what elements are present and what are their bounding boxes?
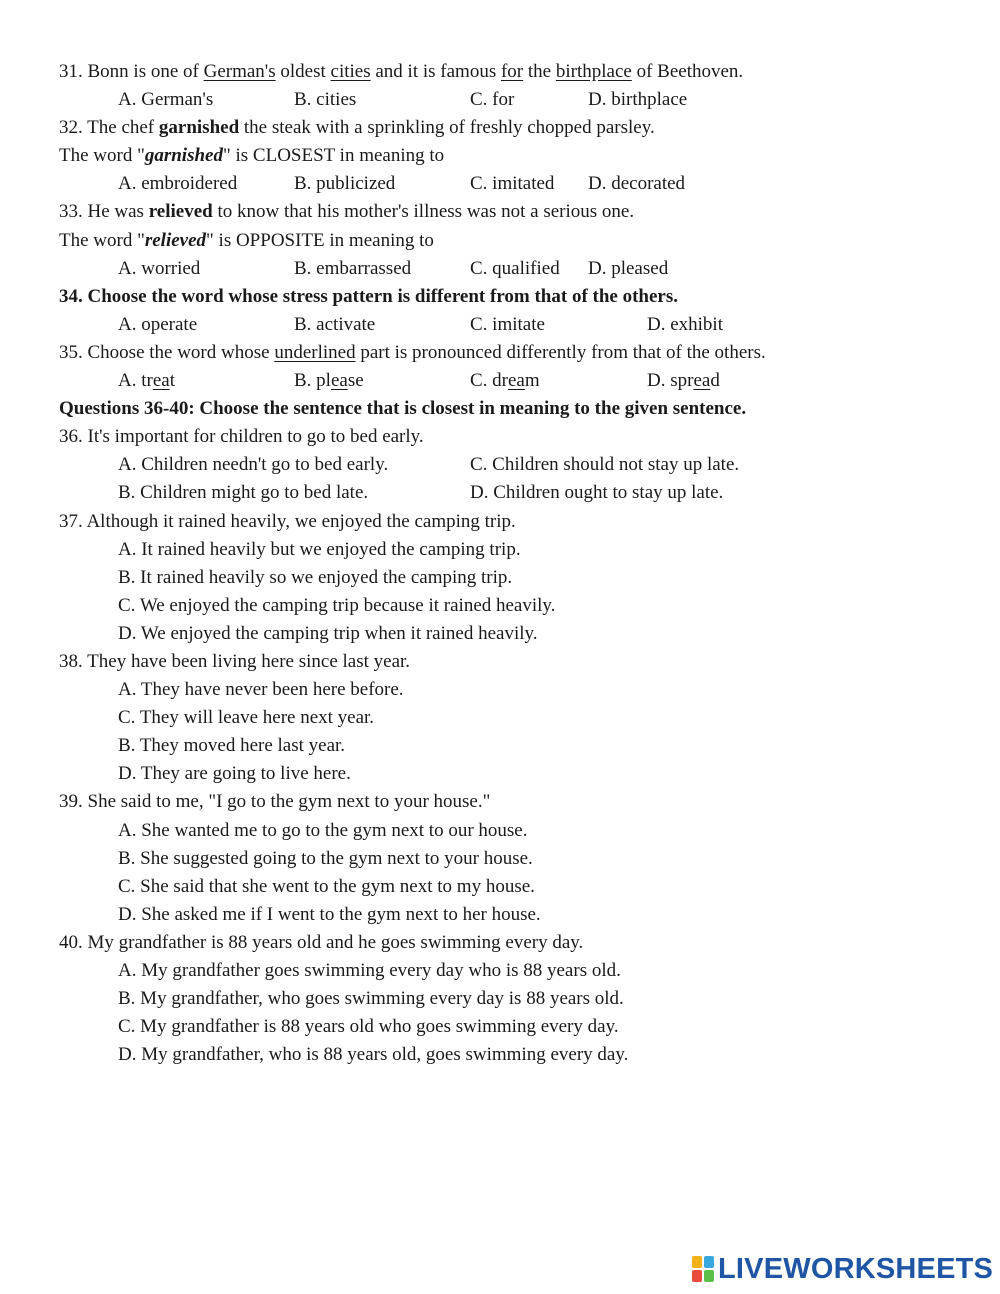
q38-option-c[interactable]: C. They will leave here next year. [118, 707, 375, 729]
q35-option-c-underlined: ea [508, 370, 525, 392]
q31-text: 31. Bonn is one of [59, 61, 204, 82]
q33-text: 33. He was [59, 201, 149, 223]
question-31 [59, 58, 959, 86]
q32-text: 32. The chef [59, 117, 159, 139]
q35-option-d-text: D. spr [647, 370, 694, 392]
q35-option-a-underlined: ea [152, 370, 170, 392]
q32-keyword: garnished [158, 117, 240, 139]
q35-option-b-underlined: ea [330, 370, 348, 392]
q33-prompt-text: The word " [59, 229, 145, 251]
worksheet [59, 58, 959, 1069]
q35-option-d[interactable] [647, 367, 720, 395]
q32-option-c[interactable]: C. imitated [470, 173, 555, 195]
q36-option-b[interactable]: B. Children might go to bed late. [118, 482, 369, 504]
q37-option-a[interactable]: A. It rained heavily but we enjoyed the camping trip. [118, 538, 521, 560]
q33-prompt [59, 227, 959, 255]
q31-underlined-4: birthplace [555, 61, 632, 82]
q31-text: the [523, 61, 556, 82]
q35-option-c-text: C. dr [470, 370, 508, 392]
q34-option-a[interactable]: A. operate [118, 313, 198, 335]
q35-option-b-text: se [347, 370, 364, 392]
q38-option-b[interactable]: B. They moved here last year. [118, 735, 346, 757]
q32-option-d[interactable]: D. decorated [588, 173, 686, 195]
q35-option-a-text: t [169, 370, 175, 392]
q40-option-d[interactable]: D. My grandfather, who is 88 years old, goes swimming every day. [118, 1044, 629, 1066]
q31-options [59, 86, 959, 114]
q32-prompt-text: " is CLOSEST in meaning to [222, 145, 445, 167]
q31-option-d[interactable]: D. birthplace [588, 89, 688, 111]
q35-text: part is pronounced differently from that of the others. [355, 341, 766, 363]
brand-name: LIVEWORKSHEETS [718, 1252, 994, 1285]
q37-option-d[interactable]: D. We enjoyed the camping trip when it rained heavily. [118, 622, 538, 644]
q33-text: to know that his mother's illness was not a serious one. [212, 201, 635, 223]
q34-option-b[interactable]: B. activate [294, 313, 376, 335]
q34-option-c[interactable]: C. imitate [470, 313, 545, 335]
logo-square-2 [704, 1256, 714, 1268]
q34-option-d[interactable]: D. exhibit [647, 313, 723, 335]
q33-prompt-text: " is OPPOSITE in meaning to [206, 229, 434, 251]
q37-option-c[interactable]: C. We enjoyed the camping trip because it rained heavily. [118, 594, 556, 616]
q32-prompt [59, 142, 959, 170]
q32-text: the steak with a sprinkling of freshly chopped parsley. [239, 117, 655, 139]
q32-option-b[interactable]: B. publicized [294, 173, 396, 195]
q35-underlined-word: underlined [274, 341, 356, 363]
q35-option-c[interactable] [470, 367, 540, 395]
question-40: 40. My grandfather is 88 years old and he goes swimming every day. [59, 931, 584, 953]
q35-option-d-underlined: ea [693, 370, 711, 392]
liveworksheets-logo [692, 1252, 993, 1286]
q35-option-c-text: m [524, 370, 540, 392]
q36-option-c[interactable]: C. Children should not stay up late. [470, 454, 740, 476]
q32-options [59, 170, 959, 198]
q34-options [59, 311, 959, 339]
q32-prompt-text: The word " [59, 145, 145, 167]
q36-option-a[interactable]: A. Children needn't go to bed early. [118, 454, 389, 476]
q31-text: oldest [275, 61, 331, 82]
logo-square-4 [704, 1270, 714, 1282]
q40-option-a[interactable]: A. My grandfather goes swimming every day who is 88 years old. [118, 960, 621, 981]
q39-option-b[interactable]: B. She suggested going to the gym next to your house. [118, 847, 533, 869]
q32-option-a[interactable]: A. embroidered [118, 173, 238, 195]
q31-option-a[interactable]: A. German's [118, 89, 214, 111]
q34-text: 34. Choose the word whose stress pattern is different from that of the others. [59, 285, 679, 307]
q35-option-b[interactable] [294, 367, 364, 395]
q33-option-b[interactable]: B. embarrassed [294, 257, 412, 279]
q31-option-b[interactable]: B. cities [294, 89, 357, 111]
q33-options [59, 255, 959, 283]
section-header [59, 395, 959, 423]
q36-options-row-1 [59, 451, 959, 479]
q40-option-c[interactable]: C. My grandfather is 88 years old who goes swimming every day. [118, 1016, 619, 1038]
question-39: 39. She said to me, "I go to the gym next to your house." [59, 791, 491, 813]
question-34 [59, 283, 959, 311]
q35-options [59, 367, 959, 395]
question-33 [59, 198, 959, 226]
q36-options-row-2 [59, 479, 959, 507]
q32-prompt-keyword: garnished [144, 145, 223, 167]
q33-option-d[interactable]: D. pleased [588, 257, 669, 279]
q31-underlined-3: for [500, 61, 524, 82]
q36-option-d[interactable]: D. Children ought to stay up late. [470, 482, 724, 504]
q40-option-b[interactable]: B. My grandfather, who goes swimming every day is 88 years old. [118, 988, 624, 1010]
q35-option-a[interactable] [118, 367, 175, 395]
q31-option-c[interactable]: C. for [470, 89, 515, 111]
q38-option-d[interactable]: D. They are going to live here. [118, 763, 351, 785]
q33-option-c[interactable]: C. qualified [470, 257, 560, 279]
question-35 [59, 339, 959, 367]
q33-keyword: relieved [148, 201, 213, 223]
q35-option-b-text: B. pl [294, 370, 331, 392]
question-32 [59, 114, 959, 142]
q37-option-b[interactable]: B. It rained heavily so we enjoyed the camping trip. [118, 566, 513, 588]
q35-option-d-text: d [710, 370, 720, 392]
q31-underlined-1: German's [203, 61, 276, 82]
q39-option-d[interactable]: D. She asked me if I went to the gym next to her house. [118, 903, 541, 925]
q39-option-c[interactable]: C. She said that she went to the gym next to my house. [118, 875, 535, 897]
q35-text: 35. Choose the word whose [59, 341, 275, 363]
q33-option-a[interactable]: A. worried [118, 257, 201, 279]
question-37: 37. Although it rained heavily, we enjoyed the camping trip. [59, 510, 516, 532]
q35-option-a-text: A. tr [118, 370, 153, 392]
section-header-text: Questions 36-40: Choose the sentence that is closest in meaning to the given sentence. [59, 398, 747, 420]
q31-text: and it is famous [370, 61, 501, 82]
q33-prompt-keyword: relieved [144, 229, 207, 251]
question-38: 38. They have been living here since last year. [59, 650, 411, 672]
logo-square-1 [692, 1256, 702, 1268]
question-36: 36. It's important for children to go to bed early. [59, 426, 424, 448]
q39-option-a[interactable]: A. She wanted me to go to the gym next to our house. [118, 819, 528, 841]
logo-square-3 [692, 1270, 702, 1282]
logo-grid-icon [692, 1256, 714, 1282]
q31-text: of Beethoven. [631, 61, 744, 82]
q38-option-a[interactable]: A. They have never been here before. [118, 679, 404, 701]
q31-underlined-2: cities [330, 61, 371, 82]
